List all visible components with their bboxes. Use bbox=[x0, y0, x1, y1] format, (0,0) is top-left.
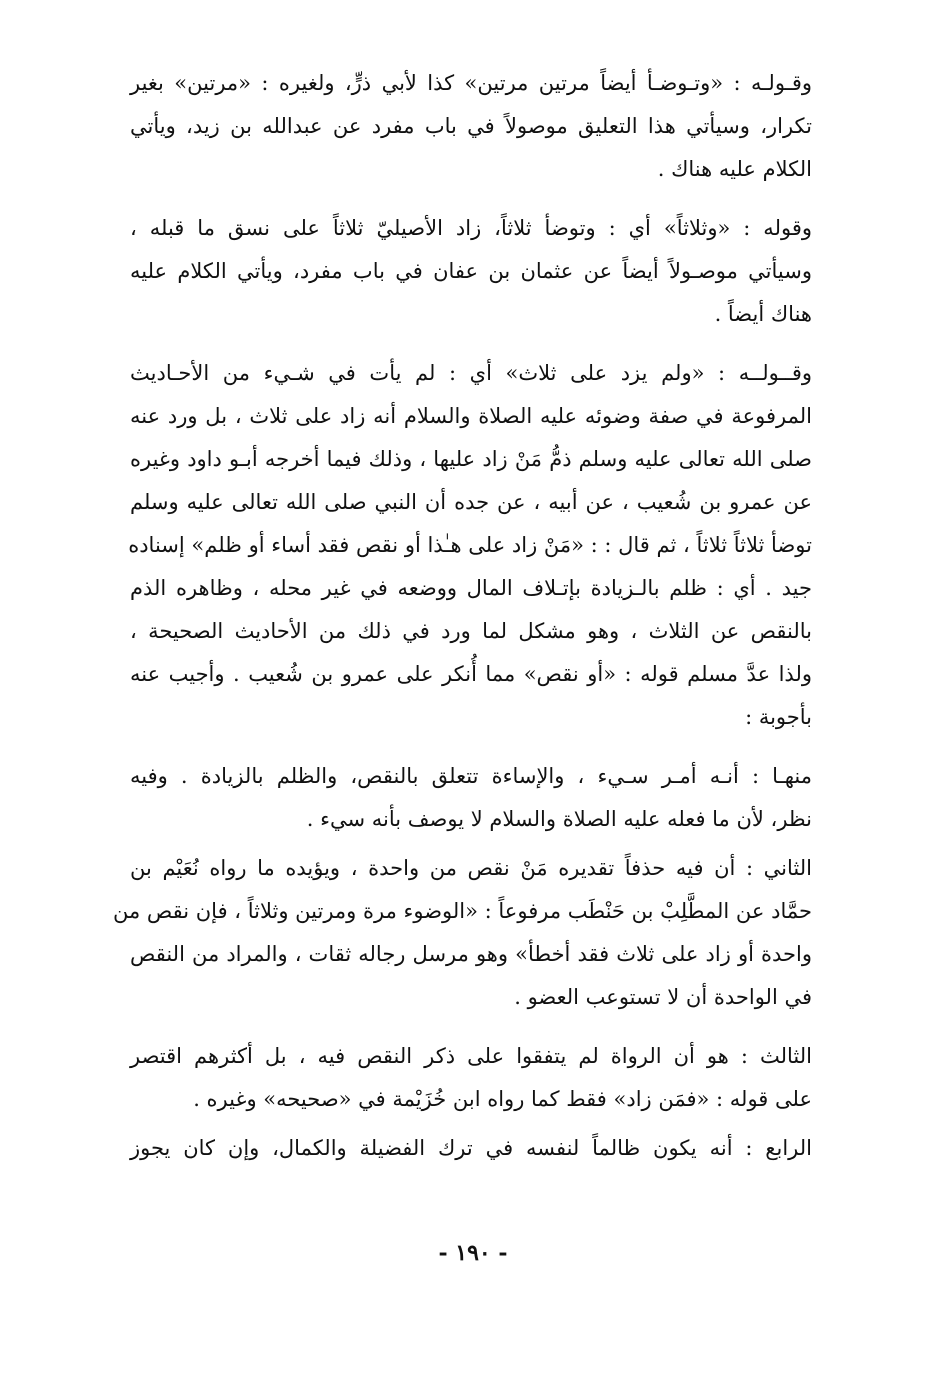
text-line: المرفوعة في صفة وضوئه عليه الصلاة والسلام أنه زاد على ثلاث ، بل ورد عنه bbox=[130, 404, 812, 428]
page-body bbox=[112, 62, 812, 1170]
text-line: وسيأتي موصـولاً أيضاً عن عثمان بن عفان في باب مفرد، ويأتي الكلام عليه bbox=[130, 259, 812, 283]
text-line: نظر، لأن ما فعله عليه الصلاة والسلام لا يوصف بأنه سيء . bbox=[306, 807, 812, 831]
text-line: جيد . أي : ظلم بالـزيادة بإتـلاف المال ووضعه في غير محله ، وظاهره الذم bbox=[130, 576, 812, 600]
text-line: عن عمرو بن شُعيب ، عن أبيه ، عن جده أن النبي صلى الله تعالى عليه وسلم bbox=[130, 490, 812, 514]
text-line: حمَّاد عن المطَّلِبْ بن حَنْطَب مرفوعاً : «الوضوء مرة ومرتين وثلاثاً ، فإن نقص من bbox=[112, 899, 812, 923]
page-number: - ١٩٠ - bbox=[438, 1240, 508, 1266]
paragraph-6 bbox=[130, 1035, 812, 1121]
text-line: وقوله : «وثلاثاً» أي : وتوضأ ثلاثاً، زاد الأصيليّ ثلاثاً على نسق ما قبله ، bbox=[130, 216, 812, 240]
paragraph-4 bbox=[130, 755, 812, 841]
text-line: على قوله : «فمَن زاد» فقط كما رواه ابن خُزَيْمة في «صحيحه» وغيره . bbox=[193, 1087, 812, 1111]
text-line: الكلام عليه هناك . bbox=[657, 157, 812, 181]
paragraph-2 bbox=[130, 207, 812, 336]
text-line: صلى الله تعالى عليه وسلم ذمُّ مَنْ زاد عليها ، وذلك فيما أخرجه أبـو داود وغيره bbox=[130, 447, 812, 471]
text-line: بأجوبة : bbox=[745, 705, 812, 729]
text-line: بالنقص عن الثلاث ، وهو مشكل لما ورد في ذلك من الأحاديث الصحيحة ، bbox=[130, 619, 812, 643]
paragraph-5 bbox=[112, 847, 812, 1019]
paragraph-1 bbox=[130, 62, 812, 191]
paragraph-7 bbox=[130, 1127, 812, 1170]
paragraph-3 bbox=[130, 352, 812, 739]
text-line: وقـولـه : «وتـوضـأ أيضاً مرتين مرتين» كذا لأبي ذرٍّ، ولغيره : «مرتين» بغير bbox=[130, 71, 812, 95]
text-line: واحدة أو زاد على ثلاث فقد أخطأ» وهو مرسل رجاله ثقات ، والمراد من النقص bbox=[130, 942, 812, 966]
text-line: في الواحدة أن لا تستوعب العضو . bbox=[514, 985, 812, 1009]
text-line: الرابع : أنه يكون ظالماً لنفسه في ترك الفضيلة والكمال، وإن كان يجوز bbox=[130, 1136, 812, 1160]
text-line: وقــولــه : «ولم يزد على ثلاث» أي : لم يأت في شـيء من الأحـاديث bbox=[130, 361, 812, 385]
text-line: الثاني : أن فيه حذفاً تقديره مَنْ نقص من واحدة ، ويؤيده ما رواه نُعَيْم بن bbox=[130, 856, 812, 880]
text-line: هناك أيضاً . bbox=[714, 302, 812, 326]
text-line: الثالث : هو أن الرواة لم يتفقوا على ذكر النقص فيه ، بل أكثرهم اقتصر bbox=[130, 1044, 812, 1068]
text-line: منهـا : أنـه أمـر سـيء ، والإساءة تتعلق بالنقص، والظلم بالزيادة . وفيه bbox=[130, 764, 812, 788]
text-line: تكرار، وسيأتي هذا التعليق موصولاً في باب مفرد عن عبدالله بن زيد، ويأتي bbox=[130, 114, 812, 138]
text-line: ولذا عدَّ مسلم قوله : «أو نقص» مما أُنكر على عمرو بن شُعيب . وأجيب عنه bbox=[130, 662, 812, 686]
text-line: توضأ ثلاثاً ثلاثاً ، ثم قال : : «مَنْ زاد على هـٰذا أو نقص فقد أساء أو ظلم» إسناده bbox=[128, 533, 812, 557]
